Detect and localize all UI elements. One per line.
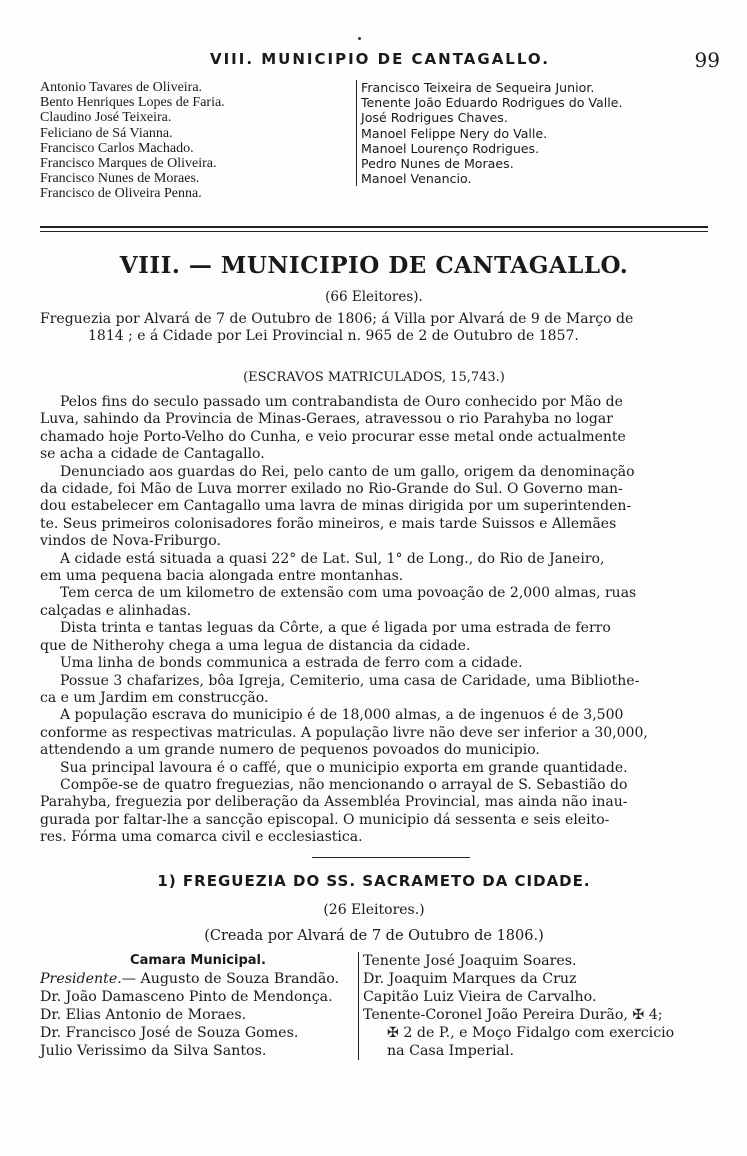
- elector-list-right: [356, 80, 721, 186]
- text-line: Pelos fins do seculo passado um contrabandista de Ouro conhecido por Mão de: [60, 394, 623, 410]
- list-item: Francisco Marques de Oliveira.: [40, 156, 217, 172]
- list-item: Bento Henriques Lopes de Faria.: [40, 95, 225, 111]
- elector-list-left: [40, 80, 345, 202]
- text-line: Possue 3 chafarizes, bôa Igreja, Cemiterio, uma casa de Caridade, uma Bibliothe-: [60, 672, 640, 689]
- double-rule-top: [40, 226, 708, 228]
- text-line: 1814 ; e á Cidade por Lei Provincial n. 965 de 2 de Outubro de 1857.: [88, 328, 579, 345]
- list-item: Tenente José Joaquim Soares.: [363, 953, 577, 969]
- subsection-title: 1) FREGUEZIA DO SS. SACRAMETO DA CIDADE.: [157, 872, 591, 890]
- text-line: vindos de Nova-Friburgo.: [40, 533, 221, 550]
- text-line: A população escrava do municipio é de 18,000 almas, a de ingenuos é de 3,500: [60, 707, 624, 724]
- list-item: Manoel Lourenço Rodrigues.: [361, 140, 540, 156]
- list-item: Antonio Tavares de Oliveira.: [40, 80, 203, 95]
- list-item: Dr. Francisco José de Souza Gomes.: [40, 1025, 299, 1041]
- text-line: em uma pequena bacia alongada entre montanhas.: [40, 568, 404, 585]
- list-item: Tenente-Coronel João Pereira Durão, ✠ 4;: [363, 1007, 663, 1023]
- list-item: Julio Verissimo da Silva Santos.: [40, 1043, 267, 1059]
- section-title: VIII. — MUNICIPIO DE CANTAGALLO.: [119, 252, 629, 279]
- text-line: te. Seus primeiros colonisadores forão mineiros, e mais tarde Suissos e Allemães: [40, 515, 617, 532]
- running-title: VIII. MUNICIPIO DE CANTAGALLO.: [209, 50, 551, 68]
- member-name: — Augusto de Souza Brandão.: [121, 971, 340, 987]
- subsection-electors: (26 Eleitores.): [323, 902, 425, 918]
- section-divider: [312, 857, 470, 858]
- text-line: chamado hoje Porto-Velho do Cunha, e veio procurar esse metal onde actualmente: [40, 428, 626, 445]
- list-item: Claudino José Teixeira.: [40, 110, 172, 126]
- text-line: res. Fórma uma comarca civil e ecclesiastica.: [40, 829, 363, 846]
- ink-dot: [358, 37, 361, 40]
- text-line: Dista trinta e tantas leguas da Côrte, a que é ligada por uma estrada de ferro: [60, 620, 611, 637]
- subsection-creation: (Creada por Alvará de 7 de Outubro de 1806.): [204, 928, 544, 944]
- elector-list-continued: [40, 80, 700, 230]
- list-item: Francisco Carlos Machado.: [40, 140, 194, 156]
- text-line: da cidade, foi Mão de Luva morrer exilado no Rio-Grande do Sul. O Governo man-: [40, 481, 623, 498]
- text-line: attendendo a um grande numero de pequenos povoados do municipio.: [40, 742, 540, 759]
- list-item: Feliciano de Sá Vianna.: [40, 125, 173, 141]
- list-item: Capitão Luiz Vieira de Carvalho.: [363, 989, 597, 1005]
- creation-paragraph: [40, 311, 708, 346]
- page-number: 99: [694, 48, 720, 72]
- text-line: que de Nitherohy chega a uma legua de distancia da cidade.: [40, 637, 471, 654]
- running-header: [40, 50, 720, 74]
- text-line: Sua principal lavoura é o caffé, que o municipio exporta em grande quantidade.: [60, 759, 628, 776]
- camara-heading: Camara Municipal.: [130, 953, 266, 968]
- list-item: Manoel Felippe Nery do Valle.: [361, 125, 548, 141]
- list-item: Manoel Venancio.: [361, 171, 472, 187]
- camara-list-right: [358, 952, 715, 1060]
- text-line: A cidade está situada a quasi 22° de Lat. Sul, 1° de Long., do Rio de Janeiro,: [60, 550, 605, 567]
- camara-list-left: [40, 952, 356, 1060]
- list-item: na Casa Imperial.: [387, 1043, 515, 1059]
- text-line: Compõe-se de quatro freguezias, não mencionando o arrayal de S. Sebastião do: [60, 776, 628, 793]
- text-line: Luva, sahindo da Provincia de Minas-Geraes, atravessou o rio Parahyba no logar: [40, 411, 613, 428]
- role-label: Presidente.: [40, 971, 122, 987]
- text-line: ca e um Jardim em construcção.: [40, 689, 269, 706]
- list-item: Dr. João Damasceno Pinto de Mendonça.: [40, 989, 333, 1005]
- double-rule-bottom: [40, 231, 708, 232]
- list-item: Francisco Teixeira de Sequeira Junior.: [361, 80, 595, 95]
- text-line: Tem cerca de um kilometro de extensão com uma povoação de 2,000 almas, ruas: [60, 585, 637, 602]
- text-line: Denunciado aos guardas do Rei, pelo canto de um gallo, origem da denominação: [60, 463, 635, 480]
- slaves-registered: (ESCRAVOS MATRICULADOS, 15,743.): [243, 370, 505, 385]
- text-line: calçadas e alinhadas.: [40, 602, 192, 619]
- text-line: dou estabelecer em Cantagallo uma lavra de minas dirigida por um superintenden-: [40, 498, 632, 515]
- list-item: Francisco de Oliveira Penna.: [40, 186, 202, 202]
- list-item: Tenente João Eduardo Rodrigues do Valle.: [361, 95, 623, 111]
- list-item: Francisco Nunes de Moraes.: [40, 171, 200, 187]
- text-line: Parahyba, freguezia por deliberação da Assembléa Provincial, mas ainda não inau-: [40, 794, 628, 811]
- list-item: José Rodrigues Chaves.: [361, 110, 508, 126]
- list-item: Pedro Nunes de Moraes.: [361, 156, 514, 172]
- camara-municipal: [40, 952, 710, 1072]
- list-item: [40, 970, 356, 988]
- body-text: [40, 394, 708, 847]
- text-line: Uma linha de bonds communica a estrada de ferro com a cidade.: [60, 655, 523, 672]
- list-item: Dr. Joaquim Marques da Cruz: [363, 971, 577, 987]
- text-line: se acha a cidade de Cantagallo.: [40, 446, 265, 463]
- text-line: Freguezia por Alvará de 7 de Outubro de 1806; á Villa por Alvará de 9 de Março de: [40, 311, 634, 327]
- list-item: ✠ 2 de P., e Moço Fidalgo com exercicio: [387, 1025, 675, 1041]
- section-electors: (66 Eleitores).: [325, 289, 423, 305]
- text-line: conforme as respectivas matriculas. A população livre não deve ser inferior a 30,000,: [40, 724, 648, 741]
- text-line: gurada por faltar-lhe a sancção episcopal. O municipio dá sessenta e seis eleito-: [40, 811, 610, 828]
- list-item: Dr. Elias Antonio de Moraes.: [40, 1007, 247, 1023]
